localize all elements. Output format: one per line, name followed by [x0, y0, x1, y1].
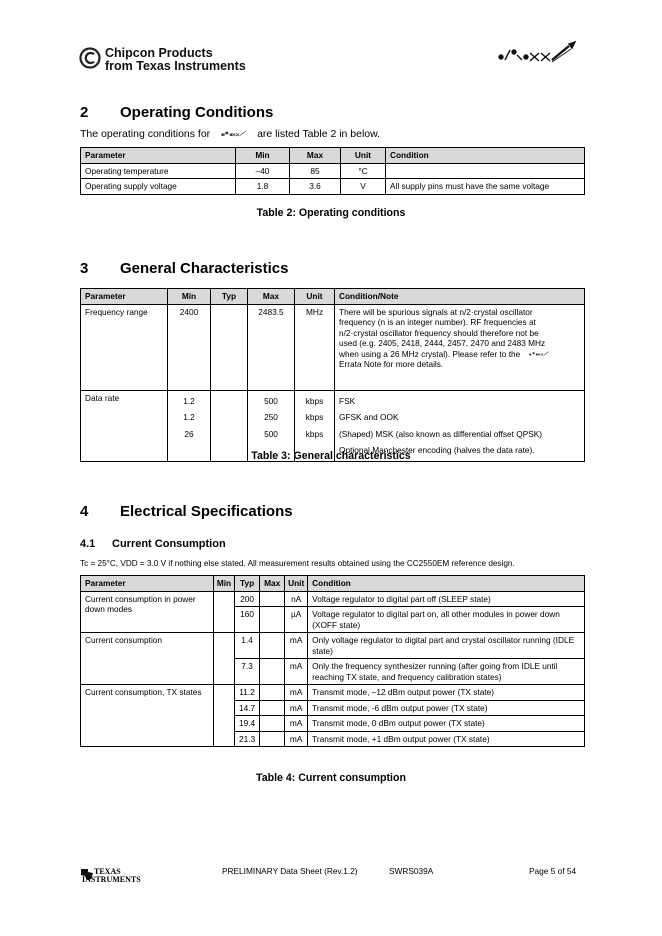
- cell: [335, 304, 585, 390]
- col-header: Unit: [295, 289, 335, 305]
- ti-line-1: TEXAS: [94, 867, 121, 876]
- logo-line-2: from Texas Instruments: [105, 59, 246, 73]
- cell: [260, 685, 285, 701]
- col-header: Max: [260, 576, 285, 592]
- cell: 1.8: [236, 179, 290, 195]
- cell: Current consumption, TX states: [81, 685, 214, 747]
- value: 250: [264, 412, 278, 422]
- section-number: 3: [80, 260, 89, 277]
- value: GFSK and OOK: [339, 412, 399, 422]
- param-line: down modes: [85, 604, 133, 614]
- col-header: Parameter: [81, 148, 236, 164]
- col-header: Parameter: [81, 576, 214, 592]
- col-header: Min: [168, 289, 211, 305]
- section-title: General Characteristics: [120, 260, 289, 277]
- cell: Only the frequency synthesizer running (after going from IDLE until reaching TX state, and frequency calibration states): [308, 659, 585, 685]
- cell: [214, 633, 235, 685]
- value: kbps: [305, 412, 324, 422]
- intro-text-after: are listed Table 2 in below.: [257, 128, 381, 140]
- footer-page-number: Page 5 of 54: [529, 866, 577, 876]
- col-header: Min: [214, 576, 235, 592]
- cell: Operating temperature: [81, 163, 236, 179]
- cell: 21.3: [235, 731, 260, 747]
- value: Optional Manchester encoding (halves the data rate).: [339, 445, 535, 455]
- table-header-row: [81, 289, 585, 305]
- cell: Frequency range: [81, 304, 168, 390]
- cell: Voltage regulator to digital part off (SLEEP state): [308, 591, 585, 607]
- ti-line-2: INSTRUMENTS: [82, 875, 141, 884]
- table-3-caption: Table 3: General characteristics: [251, 450, 411, 462]
- note-line: n/2·crystal oscillator frequency should therefore not be: [339, 327, 539, 338]
- subsection-title: Current Consumption: [112, 538, 226, 550]
- cell: Current consumption: [81, 633, 214, 685]
- cell: [260, 700, 285, 716]
- table-row: [81, 179, 585, 195]
- cell: MHz: [295, 304, 335, 390]
- note-line: There will be spurious signals at n/2·crystal oscillator: [339, 306, 533, 317]
- cell: [260, 731, 285, 747]
- operating-conditions-table: [80, 147, 585, 195]
- note-line: used (e.g. 2405, 2418, 2444, 2457, 2470 and 2483 MHz: [339, 338, 546, 348]
- cell: mA: [285, 700, 308, 716]
- section-2-intro: [80, 128, 380, 140]
- cell: Transmit mode, -6 dBm output power (TX state): [308, 700, 585, 716]
- cell: Operating supply voltage: [81, 179, 236, 195]
- cell: 2483.5: [248, 304, 295, 390]
- note-line-text: when using a 26 MHz crystal). Please refer to the: [339, 348, 521, 359]
- cell: Data rate: [81, 390, 168, 461]
- section-4-heading: [80, 503, 293, 520]
- col-header: Typ: [235, 576, 260, 592]
- section-2-heading: [80, 104, 273, 121]
- cell: 11.2: [235, 685, 260, 701]
- cell: 160: [235, 607, 260, 633]
- value: (Shaped) MSK (also known as differential offset QPSK): [339, 428, 543, 439]
- note-line: [339, 349, 580, 360]
- table-2-caption: Table 2: Operating conditions: [256, 207, 406, 219]
- table-header-row: [81, 148, 585, 164]
- cell: 2400: [168, 304, 211, 390]
- subsection-number: 4.1: [80, 538, 96, 550]
- cell: [260, 607, 285, 633]
- product-logo-icon: [497, 40, 579, 70]
- table-row: [81, 163, 585, 179]
- section-title: Electrical Specifications: [120, 503, 293, 520]
- cell: Transmit mode, +1 dBm output power (TX state): [308, 731, 585, 747]
- cell: [386, 163, 585, 179]
- chipcon-logo-text: [105, 47, 246, 73]
- cell: 19.4: [235, 716, 260, 732]
- table-row: [81, 591, 585, 607]
- value: kbps: [305, 395, 324, 406]
- col-header: Max: [248, 289, 295, 305]
- table-row: [81, 685, 585, 701]
- section-number: 4: [80, 503, 89, 520]
- cell: [260, 659, 285, 685]
- table-row: [81, 633, 585, 659]
- col-header: Condition: [308, 576, 585, 592]
- cell: Only voltage regulator to digital part and crystal oscillator running (IDLE state): [308, 633, 585, 659]
- cell: mA: [285, 633, 308, 659]
- cell: 1.4: [235, 633, 260, 659]
- value: 1.2: [183, 412, 195, 422]
- col-header: Unit: [285, 576, 308, 592]
- cell: 7.3: [235, 659, 260, 685]
- cell: [214, 685, 235, 747]
- cell: mA: [285, 685, 308, 701]
- col-header: Condition: [386, 148, 585, 164]
- cell: Transmit mode, 0 dBm output power (TX state): [308, 716, 585, 732]
- product-mini-logo-icon: [523, 350, 557, 358]
- cell: mA: [285, 659, 308, 685]
- chipcon-logo-icon: [79, 47, 101, 69]
- cell: nA: [285, 591, 308, 607]
- col-header: Min: [236, 148, 290, 164]
- cell: V: [341, 179, 386, 195]
- cell: [260, 591, 285, 607]
- cell: 3.6: [290, 179, 341, 195]
- cell: mA: [285, 716, 308, 732]
- col-header: Typ: [211, 289, 248, 305]
- table-header-row: [81, 576, 585, 592]
- intro-text-before: The operating conditions for: [80, 128, 214, 140]
- table-row: [81, 304, 585, 390]
- note-line: Errata Note for more details.: [339, 359, 444, 369]
- col-header: Max: [290, 148, 341, 164]
- cell: [260, 633, 285, 659]
- cell: [260, 716, 285, 732]
- product-mini-logo-icon: [213, 129, 257, 139]
- col-header: Condition/Note: [335, 289, 585, 305]
- footer-doc-code: SWRS039A: [389, 866, 434, 876]
- section-number: 2: [80, 104, 89, 121]
- cell: Transmit mode, –12 dBm output power (TX state): [308, 685, 585, 701]
- section-4-1-heading: [80, 538, 226, 550]
- value: 1.2: [183, 395, 195, 406]
- value: 26: [184, 428, 194, 439]
- cell: mA: [285, 731, 308, 747]
- table-4-caption: Table 4: Current consumption: [256, 772, 406, 784]
- logo-line-1: Chipcon Products: [105, 46, 213, 60]
- cell: 85: [290, 163, 341, 179]
- cell: µA: [285, 607, 308, 633]
- value: FSK: [339, 395, 356, 406]
- cell: 14.7: [235, 700, 260, 716]
- current-consumption-table: [80, 575, 585, 747]
- col-header: Parameter: [81, 289, 168, 305]
- general-characteristics-table: [80, 288, 585, 462]
- cell: 200: [235, 591, 260, 607]
- cell: Voltage regulator to digital part on, all other modules in power down (XOFF state): [308, 607, 585, 633]
- note-line: frequency (n is an integer number). RF frequencies at: [339, 317, 536, 327]
- value: 500: [264, 428, 278, 439]
- param-line: Current consumption in power: [85, 593, 196, 604]
- cell: All supply pins must have the same voltage: [386, 179, 585, 195]
- cell: °C: [341, 163, 386, 179]
- col-header: Unit: [341, 148, 386, 164]
- section-3-heading: [80, 260, 288, 277]
- footer-doc-title: PRELIMINARY Data Sheet (Rev.1.2): [222, 866, 358, 876]
- value: kbps: [305, 428, 324, 439]
- cell: [211, 304, 248, 390]
- cell: [214, 591, 235, 633]
- cell: –40: [236, 163, 290, 179]
- test-conditions-text: Tc = 25°C, VDD = 3.0 V if nothing else stated. All measurement results obtained using the CC2550EM reference design.: [80, 559, 515, 568]
- value: 500: [264, 395, 278, 406]
- cell: [81, 591, 214, 633]
- section-title: Operating Conditions: [120, 104, 274, 121]
